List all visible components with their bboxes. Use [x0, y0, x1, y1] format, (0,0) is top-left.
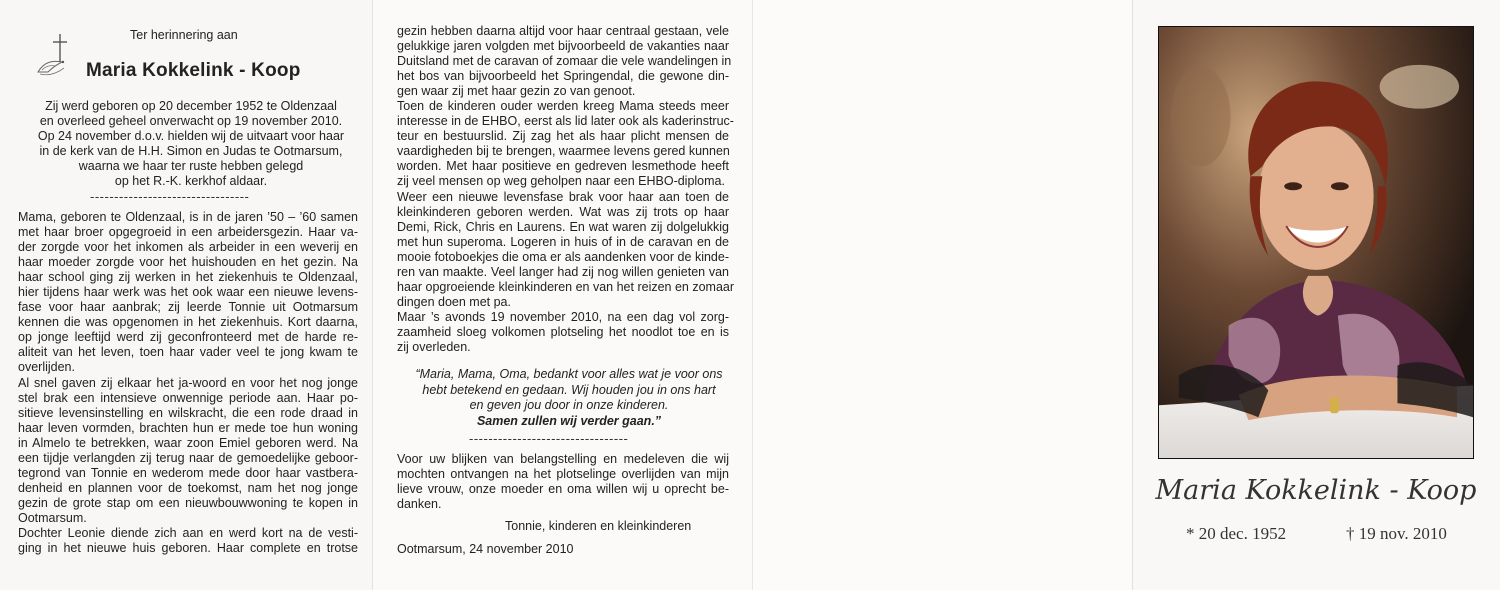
cover-name: Maria Kokkelink - Koop [1155, 475, 1477, 506]
text-line: mooie fotoboekjes die oma er als aandenken voor de kinde- [397, 249, 729, 264]
text-line: Ootmarsum. [18, 510, 87, 525]
text-line: haar opgroeiende kleinkinderen en van het reizen en zomaar [397, 279, 735, 294]
text-line: vaardigheden bij te brengen, waarmee levens gered kunnen [397, 144, 730, 159]
text-line: Voor uw blijken van belangstelling en medeleven die wij [397, 452, 729, 466]
farewell-quote [397, 367, 741, 429]
portrait-photo [1158, 26, 1474, 459]
text-line: denheid en plannen voor de toekomst, nam het nog jonge [18, 480, 358, 495]
text-line: danken. [397, 497, 442, 512]
text-line: haar school ging zij werken in het ziekenhuis te Oldenzaal, [18, 270, 358, 285]
text-line: Toen de kinderen ouder werden kreeg Mama steeds meer [397, 99, 729, 114]
text-line: hier tijdens haar werk was het ook waar een nieuwe levens- [18, 285, 358, 300]
text-line: Weer een nieuwe levensfase brak voor haar aan toen de [397, 189, 729, 204]
text-line: in Almelo te betrekken, waar zoon Emiel geboren werd. Na [18, 435, 358, 450]
death-date: † 19 nov. 2010 [1346, 524, 1447, 543]
text-line: Mama, geboren te Oldenzaal, is in de jaren ’50 – ’60 samen [18, 210, 358, 224]
place-date: Ootmarsum, 24 november 2010 [397, 542, 574, 556]
text-line: gezin de grote stap om een nieuwbouwwoning te kopen in [18, 495, 358, 510]
intro-text: Ter herinnering aan [130, 28, 238, 42]
announcement-line: Zij werd geboren op 20 december 1952 te Oldenzaal [45, 99, 337, 113]
text-line: tegrond van Tonnie en wederom mede door haar vastbera- [18, 465, 358, 480]
text-line: Demi, Rick, Chris en Laurens. En wat waren zij dolgelukkig [397, 219, 729, 234]
text-line: Maar ’s avonds 19 november 2010, na een dag vol zorg- [397, 309, 729, 324]
text-line: zaamheid sloeg volkomen plotseling het noodlot toe en is [397, 324, 729, 339]
text-line: lieve vrouw, onze moeder en oma willen wij u oprecht be- [397, 482, 729, 497]
text-line: sitieve levensinstelling en wilskracht, die een rode draad in [18, 405, 358, 420]
text-line: ging in het nieuwe huis geboren. Haar complete en trotse [18, 541, 358, 556]
text-line: kleinkinderen geboren werden. Wat was zij trots op haar [397, 204, 729, 219]
signature: Tonnie, kinderen en kleinkinderen [505, 519, 692, 533]
deceased-name-heading: Maria Kokkelink - Koop [86, 60, 301, 81]
announcement-line: op het R.-K. kerkhof aldaar. [114, 174, 268, 188]
middle-page [372, 0, 752, 590]
biography-text-left [18, 210, 358, 556]
quote-closing-line: Samen zullen wij verder gaan.” [476, 413, 662, 428]
cross-with-dove-icon [34, 32, 74, 80]
text-line: Dochter Leonie diende zich aan en werd kort na de vesti- [18, 525, 358, 540]
text-line: gelukkige jaren volgden met bijvoorbeeld de vakanties naar [397, 39, 729, 54]
text-line: ren van maakte. Veel langer had zij nog willen genieten van [397, 264, 729, 279]
quote-line: en geven jou door in onze kinderen. [469, 398, 669, 412]
announcement-line: waarna we haar ter ruste hebben gelegd [78, 159, 304, 173]
dashed-divider: --------------------------------- [90, 189, 250, 204]
text-line: worden. Met haar positieve en gedreven lesmethode heeft [397, 159, 729, 174]
text-line: der zorgde voor het inkomen als arbeider in een weverij en [18, 240, 358, 255]
text-line: dingen doen met pa. [397, 294, 511, 309]
quote-line: “Maria, Mama, Oma, bedankt voor alles wat je voor ons [415, 367, 723, 381]
announcement-line: Op 24 november d.o.v. hielden wij de uitvaart voor haar [37, 129, 345, 143]
text-line: stel brak een intensieve onwennige periode aan. Haar po- [18, 390, 358, 405]
text-line: het bos van bijvoorbeeld het Springendal, die gewone din- [397, 69, 729, 84]
announcement-line: in de kerk van de H.H. Simon en Judas te Ootmarsum, [39, 144, 343, 158]
text-line: interesse in de EHBO, eerst als lid later ook als kaderinstruc- [397, 114, 734, 129]
thanks-text [397, 452, 729, 512]
text-line: zij overleden. [397, 339, 471, 354]
biography-text-right [397, 24, 735, 355]
birth-date: * 20 dec. 1952 [1186, 524, 1287, 543]
left-page [0, 0, 372, 590]
text-line: haar moeder zorgde voor het huishouden en het gezin. Na [18, 255, 358, 270]
text-line: mochten ontvangen na het plotselinge overlijden van mijn [397, 467, 729, 482]
text-line: gen waar zij met haar gezin zo van genoot. [397, 84, 636, 99]
text-line: gezin hebben daarna altijd voor haar centraal gestaan, vele [397, 24, 729, 38]
text-line: kennen die was opgenomen in het ziekenhuis. Kort daarna, [18, 315, 358, 330]
text-line: fase voor haar aanbrak; zij leerde Tonnie uit Ootmarsum [18, 300, 358, 315]
text-line: overlijden. [18, 360, 75, 375]
announcement-line: en overleed geheel onverwacht op 19 november 2010. [39, 114, 343, 128]
text-line: met hun superoma. Logeren in huis of in de caravan en de [397, 234, 729, 249]
quote-line: hebt betekend en gedaan. Wij houden jou in ons hart [422, 382, 716, 397]
text-line: met haar broer opgegroeid in een arbeidersgezin. Haar va- [18, 225, 358, 240]
text-line: aliteit van het leven, toen haar vader veel te jong kwam te [18, 345, 358, 360]
dashed-divider: --------------------------------- [469, 431, 629, 446]
text-line: teur en bestuurslid. Zij zag het als haar plicht mensen de [397, 129, 729, 144]
text-line: een tijdje verlangden zij terug naar de gemoedelijke geboor- [18, 450, 358, 465]
announcement-block [16, 99, 366, 189]
text-line: Al snel gaven zij elkaar het ja-woord en voor het nog jonge [18, 375, 358, 390]
blank-page [752, 0, 1132, 590]
text-line: Duitsland met de caravan of zomaar die vele wandelingen in [397, 54, 732, 69]
text-line: haar leven vormden, brachten hun er mede toe hun woning [18, 420, 358, 435]
text-line: zij veel mensen op weg geholpen naar een EHBO-diploma. [397, 174, 725, 189]
text-line: op jonge leeftijd werd zij geconfronteerd met de harde re- [18, 330, 358, 345]
